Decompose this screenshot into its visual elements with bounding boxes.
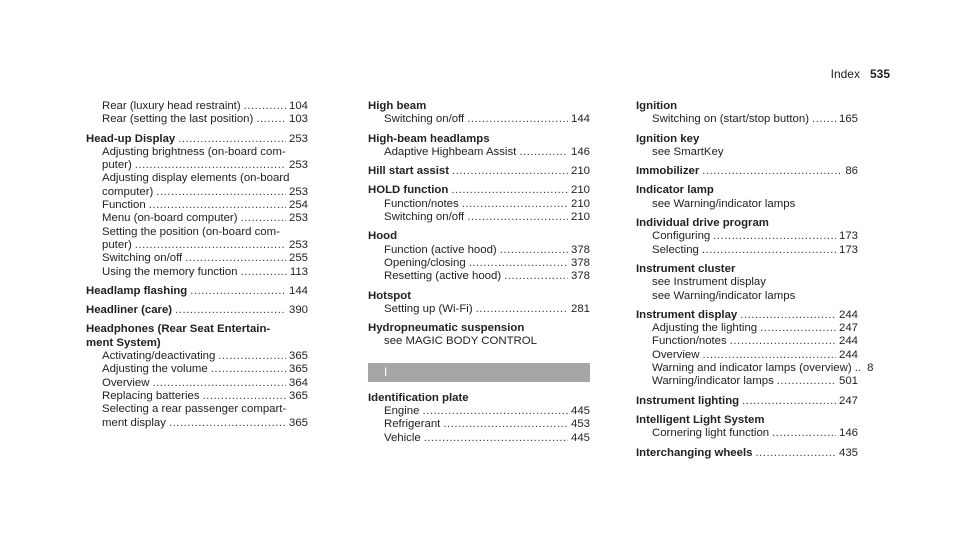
index-heading: Identification plate [368, 391, 469, 404]
index-subentry [368, 198, 590, 211]
page-ref[interactable]: 244 [838, 348, 858, 361]
subentry-text: Adjusting the volume [102, 363, 208, 376]
leader-dots [244, 100, 286, 113]
index-subentry [86, 417, 308, 430]
leader-dots [218, 350, 286, 363]
leader-dots [203, 390, 286, 403]
index-subentry [86, 212, 308, 225]
subentry-text: Switching on/off [102, 252, 183, 265]
index-subentry [86, 199, 308, 212]
subentry-text: Function [102, 199, 146, 212]
subentry-text: Function/notes [384, 197, 459, 210]
index-subentry [368, 270, 590, 283]
page-ref[interactable]: 253 [288, 238, 308, 251]
subentry-text: Rear (luxury head restraint) [102, 100, 241, 112]
index-subentry [86, 390, 308, 403]
page-ref[interactable]: 210 [570, 184, 590, 197]
page-ref[interactable]: 364 [288, 376, 308, 389]
index-column-3 [636, 100, 874, 466]
leader-dots [467, 113, 568, 126]
page-ref[interactable]: 104 [288, 100, 308, 112]
page-ref[interactable]: 281 [570, 302, 590, 315]
subentry-text: puter) [102, 238, 132, 251]
index-heading-row [636, 165, 858, 178]
subentry-text: Overview [652, 348, 700, 361]
index-entry [368, 100, 590, 127]
index-heading: Head-up Display [86, 132, 176, 145]
page-ref[interactable]: 144 [288, 284, 308, 297]
index-heading: HOLD function [368, 184, 449, 197]
page-ref[interactable]: 253 [288, 212, 308, 225]
index-heading: Intelligent Light System [636, 413, 765, 426]
leader-dots [469, 257, 568, 270]
leader-dots [730, 335, 836, 348]
leader-dots [211, 363, 286, 376]
page-ref[interactable]: 253 [288, 132, 308, 145]
index-heading: Instrument lighting [636, 394, 740, 407]
index-heading-row [86, 285, 308, 298]
subentry-text: puter) [102, 159, 132, 172]
index-subentry [368, 418, 590, 431]
subentry-text: Setting the position (on-board com- [102, 225, 280, 238]
index-entry [636, 308, 874, 389]
index-column-2 [368, 100, 590, 451]
leader-dots [519, 146, 568, 159]
index-subentry [86, 239, 308, 252]
page-ref[interactable]: 113 [289, 265, 308, 278]
index-subentry [86, 266, 308, 279]
index-subentry [636, 375, 858, 388]
index-heading: Ignition key [636, 132, 700, 145]
index-subentry [636, 113, 858, 126]
index-subentry [368, 211, 590, 224]
index-heading: Instrument cluster [636, 262, 736, 275]
page-ref[interactable]: 365 [288, 363, 308, 376]
subentry-text: Switching on/off [384, 211, 465, 224]
index-letter-heading: I [368, 363, 590, 382]
subentry-text: ment display [102, 416, 166, 429]
leader-dots [169, 417, 286, 430]
page-ref[interactable]: 173 [838, 230, 858, 243]
page-ref[interactable]: 378 [570, 243, 590, 256]
leader-dots [256, 113, 286, 126]
page-ref[interactable]: 103 [288, 113, 308, 126]
leader-dots [504, 270, 568, 283]
subentry-text: Configuring [652, 230, 711, 243]
leader-dots [500, 244, 568, 257]
page-ref[interactable]: 244 [838, 308, 858, 321]
index-entry [636, 395, 858, 408]
index-heading: Headlamp flashing [86, 284, 188, 297]
index-heading: Headliner (care) [86, 304, 173, 317]
index-entry [636, 165, 858, 178]
page-ref[interactable]: 253 [288, 185, 308, 198]
subentry-text: Function/notes [652, 335, 727, 348]
leader-dots [742, 395, 836, 408]
leader-dots [467, 211, 568, 224]
index-heading: Headphones (Rear Seat Entertain- [86, 323, 271, 336]
index-subentry [86, 363, 308, 376]
page-header [831, 68, 890, 81]
subentry-text: Selecting a rear passenger compart- [102, 403, 287, 416]
subentry-text: Engine [384, 405, 420, 418]
page-ref[interactable]: 146 [570, 145, 590, 158]
index-subentry [368, 257, 590, 270]
page-ref[interactable]: 365 [288, 389, 308, 402]
page-ref[interactable]: 365 [288, 350, 308, 363]
subentry-text: Activating/deactivating [102, 350, 216, 363]
index-subentry [368, 432, 590, 445]
index-subentry [636, 427, 858, 440]
page-ref[interactable]: 247 [838, 394, 858, 407]
leader-dots [135, 239, 286, 252]
page-ref[interactable]: 210 [570, 197, 590, 210]
index-subentry [368, 146, 590, 159]
page-ref[interactable]: 146 [838, 427, 858, 440]
index-subentry [368, 244, 590, 257]
subentry-text: Function (active hood) [384, 243, 497, 256]
index-heading-row [368, 184, 590, 197]
subentry-text: computer) [102, 185, 154, 198]
page-ref[interactable]: 173 [838, 243, 858, 256]
index-subentry [86, 252, 308, 265]
page-ref[interactable]: 378 [570, 256, 590, 269]
leader-dots [175, 304, 286, 317]
subentry-text: Replacing batteries [102, 389, 200, 402]
leader-dots [702, 349, 836, 362]
section-title: Index [830, 67, 860, 81]
index-heading: High-beam headlamps [368, 132, 490, 145]
index-heading-row [86, 133, 308, 146]
leader-dots [156, 186, 286, 199]
page-ref[interactable]: 86 [845, 165, 858, 178]
subentry-text: Cornering light function [652, 427, 770, 440]
page-ref[interactable]: 144 [570, 113, 590, 126]
index-entry [86, 304, 308, 317]
leader-dots [476, 303, 568, 316]
index-heading: Indicator lamp [636, 184, 714, 197]
index-entry [86, 323, 308, 429]
leader-dots [185, 252, 286, 265]
index-heading-row [368, 165, 590, 178]
index-entry [368, 322, 590, 349]
subentry-text: see Instrument display [652, 276, 766, 289]
page-ref[interactable]: 254 [288, 199, 308, 212]
subentry-text: Using the memory function [102, 265, 238, 278]
page-ref[interactable]: 445 [570, 431, 590, 444]
leader-dots [812, 113, 836, 126]
index-heading-row [86, 304, 308, 317]
leader-dots [422, 405, 568, 418]
index-heading-row [636, 309, 858, 322]
index-heading: ment System) [86, 336, 161, 349]
page-ref[interactable]: 378 [570, 270, 590, 283]
index-entry [368, 392, 590, 445]
index-entry [368, 290, 590, 317]
leader-dots [777, 375, 836, 388]
leader-dots [755, 447, 836, 460]
index-entry [636, 184, 858, 211]
index-subentry [636, 244, 858, 257]
subentry-text: Rear (setting the last position) [102, 113, 254, 126]
subentry-text: Adjusting display elements (on-board [102, 172, 290, 185]
page-ref[interactable]: 365 [288, 416, 308, 429]
index-heading: Interchanging wheels [636, 446, 753, 459]
index-subentry [86, 100, 308, 113]
index-heading-row [636, 395, 858, 408]
subentry-text: Adjusting brightness (on-board com- [102, 145, 286, 158]
subentry-text: Refrigerant [384, 418, 441, 431]
index-subentry [636, 230, 858, 243]
leader-dots [702, 244, 836, 257]
subentry-text: see SmartKey [652, 145, 724, 158]
page-ref[interactable]: 210 [570, 211, 590, 224]
index-heading: Instrument display [636, 308, 738, 321]
index-subentry [368, 113, 590, 126]
index-subentry [86, 350, 308, 363]
leader-dots [190, 285, 286, 298]
index-entry [636, 217, 858, 257]
page-number: 535 [869, 67, 890, 81]
index-entry [86, 133, 308, 279]
leader-dots [240, 266, 286, 279]
index-subentry [368, 405, 590, 418]
subentry-text: Switching on/off [384, 113, 465, 126]
subentry-text: Adaptive Highbeam Assist [384, 145, 517, 158]
index-heading: Immobilizer [636, 165, 700, 178]
index-entry [636, 414, 858, 441]
index-heading: High beam [368, 100, 427, 112]
index-subentry [86, 377, 308, 390]
index-entry [636, 133, 858, 160]
leader-dots [152, 377, 286, 390]
index-subentry [368, 303, 590, 316]
leader-dots [740, 309, 836, 322]
leader-dots [443, 418, 568, 431]
index-heading: Hill start assist [368, 165, 450, 178]
page-ref[interactable]: 165 [838, 113, 858, 126]
leader-dots [241, 212, 286, 225]
leader-dots [135, 159, 286, 172]
subentry-text: Warning/indicator lamps [652, 375, 774, 388]
page-ref[interactable]: 247 [838, 322, 858, 335]
index-entry [368, 133, 590, 160]
index-heading: Hotspot [368, 289, 412, 302]
subentry-text: Adjusting the lighting [652, 322, 758, 335]
index-entry [86, 285, 308, 298]
subentry-text: see Warning/indicator lamps [652, 197, 796, 210]
page-ref[interactable]: 435 [838, 446, 858, 459]
subentry-text: Vehicle [384, 431, 421, 444]
subentry-text: Menu (on-board computer) [102, 212, 238, 225]
index-heading: Hood [368, 230, 398, 243]
leader-dots [149, 199, 286, 212]
index-entry [636, 263, 858, 303]
page-ref[interactable]: 8 [867, 362, 874, 375]
leader-dots [452, 165, 568, 178]
page-ref[interactable]: 445 [570, 405, 590, 418]
leader-dots [462, 198, 568, 211]
page-ref[interactable]: 244 [838, 335, 858, 348]
index-subentry [636, 335, 858, 348]
page-ref[interactable]: 453 [570, 418, 590, 431]
index-subentry [86, 186, 308, 199]
index-subentry [86, 113, 308, 126]
subentry-text: Setting up (Wi-Fi) [384, 302, 473, 315]
index-subentry [636, 362, 874, 375]
index-entry [636, 447, 858, 460]
page-ref[interactable]: 210 [570, 165, 590, 178]
leader-dots [702, 165, 842, 178]
index-subentry [636, 322, 858, 335]
subentry-text: Switching on (start/stop button) [652, 113, 810, 126]
index-subentry [86, 159, 308, 172]
index-entry [86, 100, 308, 127]
leader-dots [424, 432, 568, 445]
subentry-text: Selecting [652, 243, 699, 256]
index-entry [368, 184, 590, 224]
index-heading: Hydropneumatic suspension [368, 322, 525, 335]
subentry-text: see Warning/indicator lamps [652, 289, 796, 302]
subentry-text: Resetting (active hood) [384, 270, 502, 283]
subentry-text: Overview [102, 376, 150, 389]
leader-dots [713, 230, 836, 243]
page-ref[interactable]: 390 [288, 304, 308, 317]
page-ref[interactable]: 501 [838, 375, 858, 388]
index-column-1 [86, 100, 308, 436]
leader-dots [760, 322, 836, 335]
subentry-text: see MAGIC BODY CONTROL [384, 335, 537, 348]
index-entry [368, 165, 590, 178]
page-ref[interactable]: 253 [288, 159, 308, 172]
leader-dots [772, 427, 836, 440]
leader-dots [451, 184, 568, 197]
subentry-text: Warning and indicator lamps (overview) .. [652, 362, 862, 375]
leader-dots [178, 133, 286, 146]
page-ref[interactable]: 255 [288, 252, 308, 265]
subentry-text: Opening/closing [384, 256, 466, 269]
index-subentry [636, 349, 858, 362]
index-entry [636, 100, 858, 127]
index-heading: Individual drive program [636, 217, 769, 230]
index-heading: Ignition [636, 100, 678, 112]
index-entry [368, 230, 590, 283]
index-heading-row [636, 447, 858, 460]
